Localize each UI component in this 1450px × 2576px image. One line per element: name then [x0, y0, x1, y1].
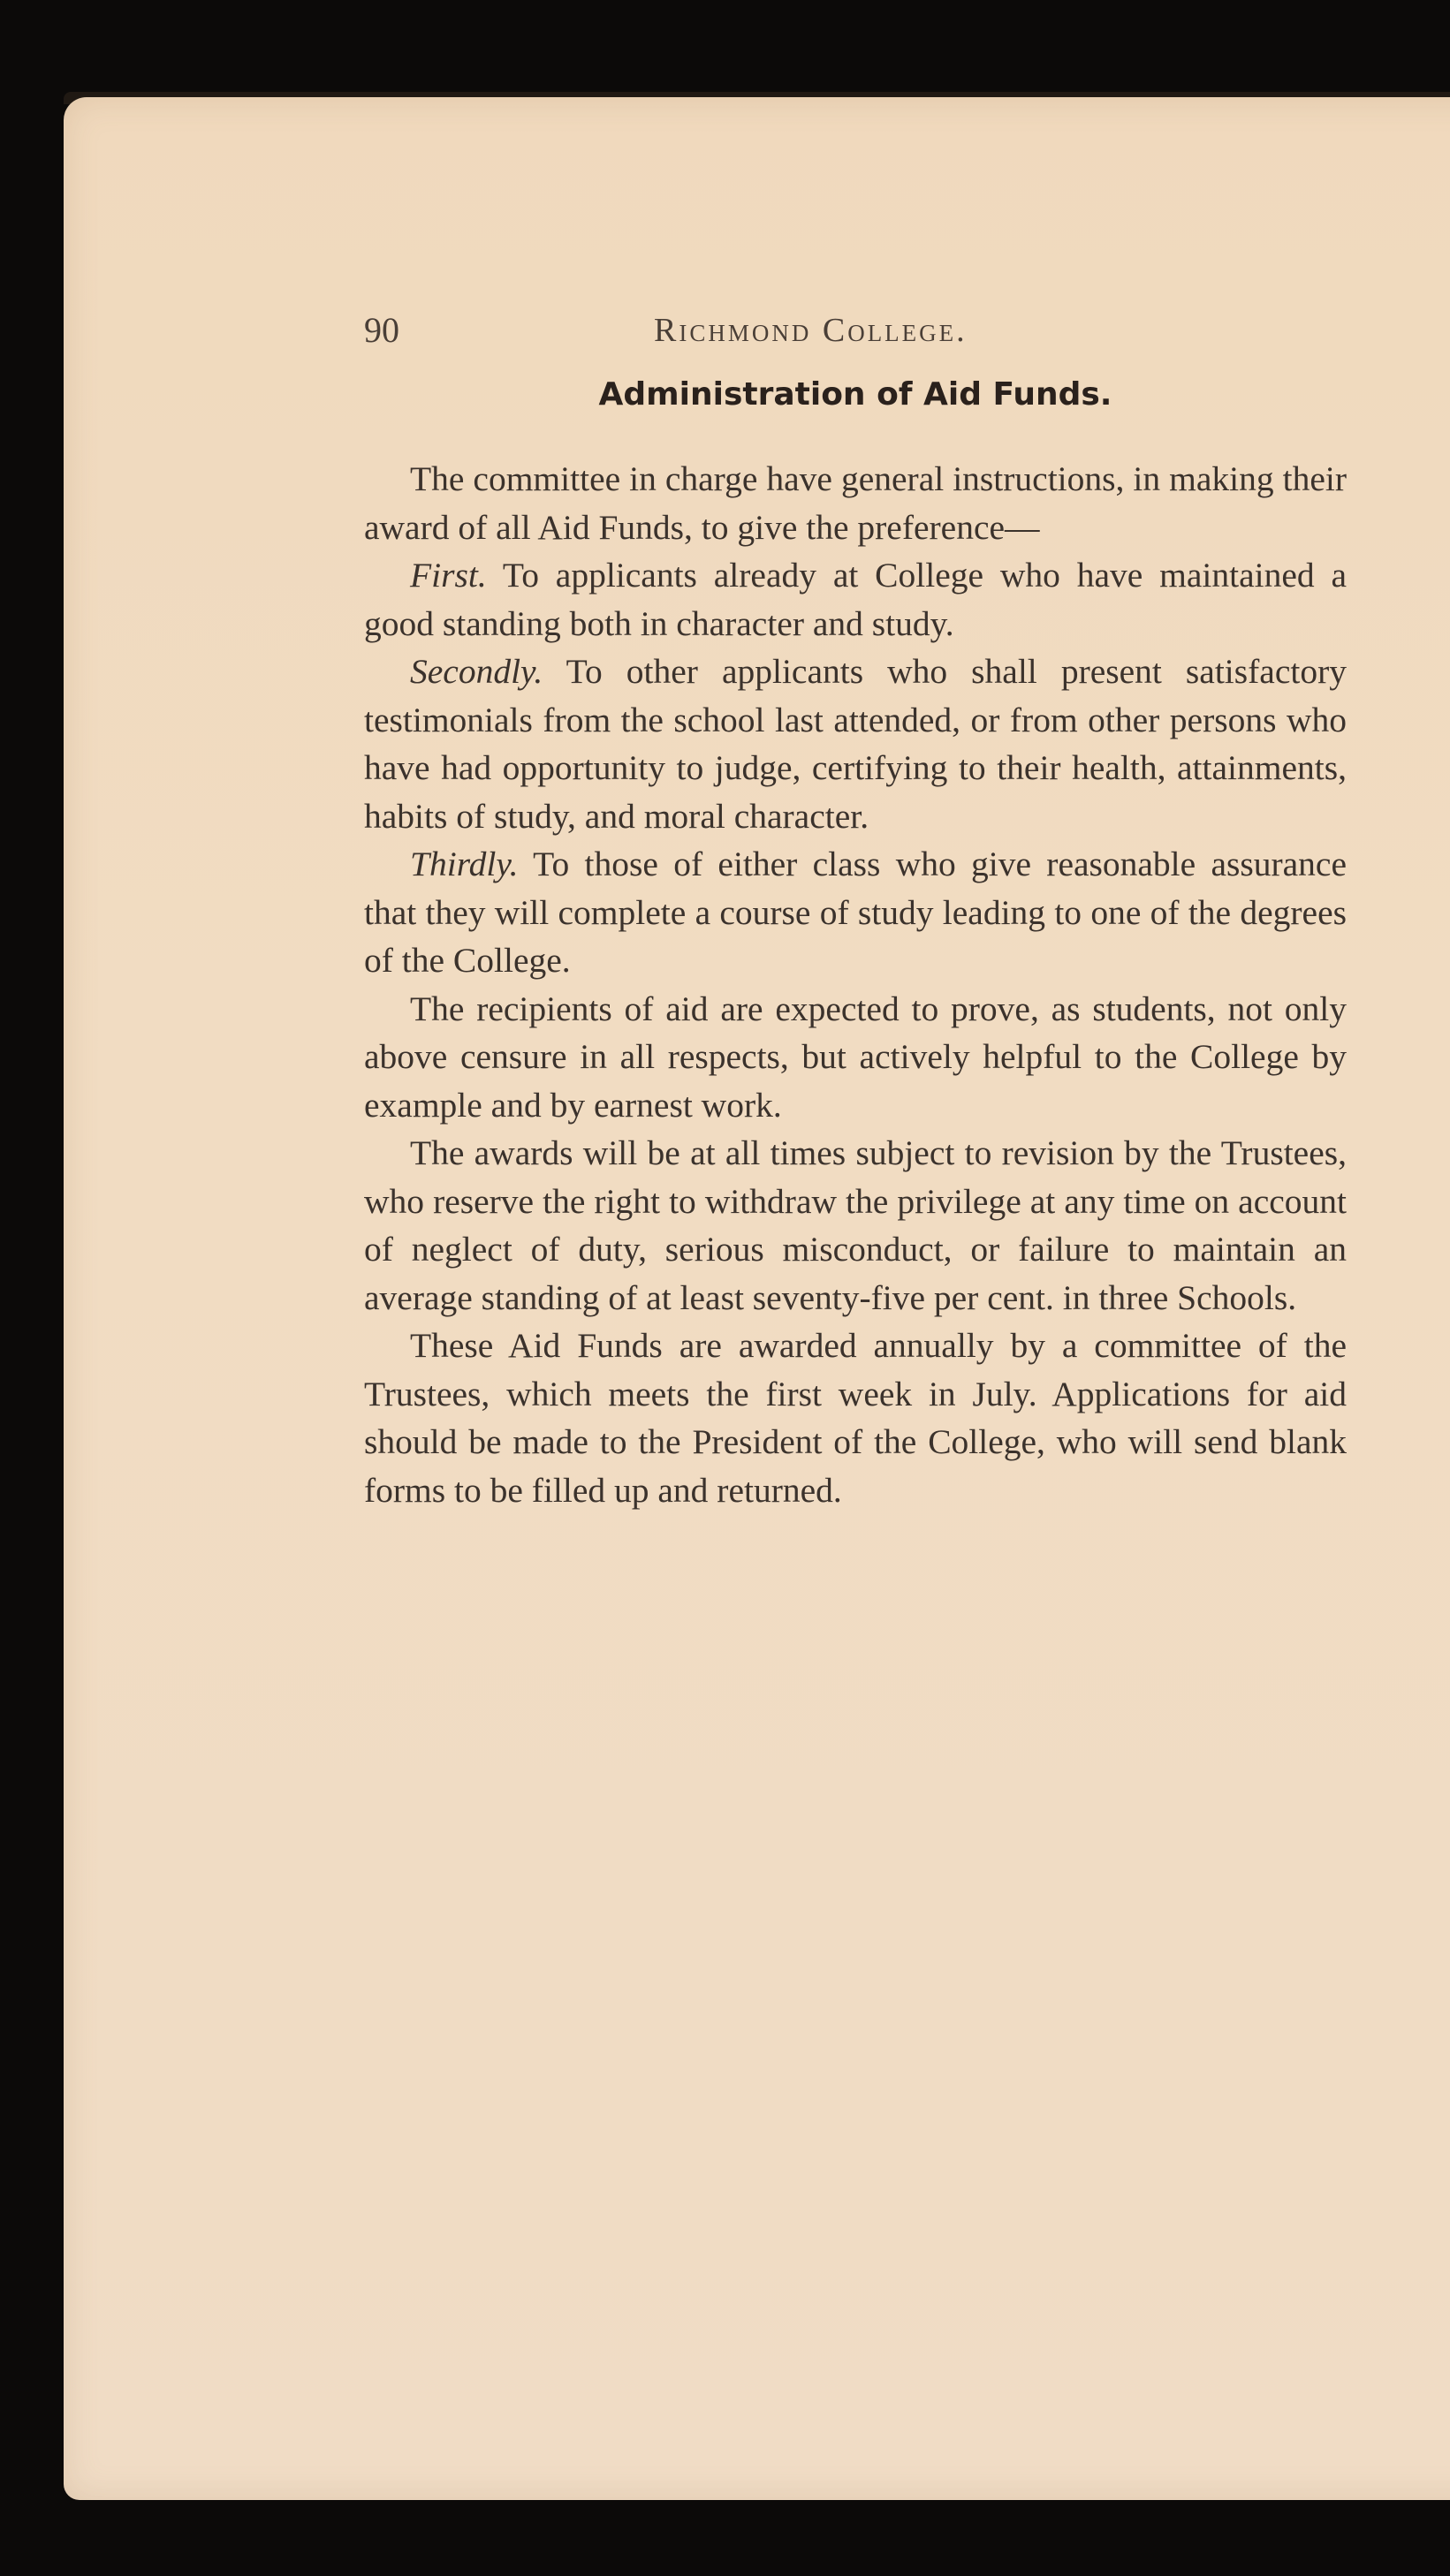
paragraph-intro — [364, 455, 1347, 551]
paragraph-text: To other applicants who shall present satisfactory testimonials from the school last attended, or from other persons who have had opportunity to judge, certifying to their health, attainments, habits of study, and moral character. — [364, 652, 1347, 836]
paragraph-first — [364, 551, 1347, 648]
paragraph-text: The recipients of aid are expected to prove, as students, not only above censure in all respects, but actively helpful to the College by example and by earnest work. — [364, 989, 1347, 1125]
running-head — [364, 309, 1347, 364]
paragraph-text: To applicants already at College who have maintained a good standing both in character and study. — [364, 556, 1347, 643]
running-title: Richmond College. — [654, 312, 968, 349]
paragraph-revision — [364, 1129, 1347, 1322]
paragraph-lead: Secondly. — [410, 652, 543, 691]
paragraph-text: The committee in charge have general instructions, in making their award of all Aid Funds, to give the preference— — [364, 459, 1347, 547]
paragraph-secondly — [364, 648, 1347, 840]
page-content — [364, 309, 1347, 1514]
section-title: Administration of Aid Funds. — [598, 376, 1112, 413]
paragraph-text: These Aid Funds are awarded annually by a committee of the Trustees, which meets the first week in July. Applications for aid should be made to the President of the College, who will send blank forms to be filled up and returned. — [364, 1326, 1347, 1510]
page-number: 90 — [364, 310, 399, 350]
paragraph-text: The awards will be at all times subject to revision by the Trustees, who reserve the right to withdraw the privilege at any time on account of neglect of duty, serious misconduct, or failure to maintain an average standing of at least seventy-five per cent. in three Schools. — [364, 1133, 1347, 1317]
paragraph-lead: First. — [410, 556, 487, 595]
paragraph-applications — [364, 1322, 1347, 1514]
paragraph-thirdly — [364, 840, 1347, 985]
paragraph-recipients — [364, 985, 1347, 1130]
paragraph-lead: Thirdly. — [410, 845, 519, 883]
paragraph-text: To those of either class who give reasonable assurance that they will complete a course of study leading to one of the degrees of the College. — [364, 845, 1347, 980]
